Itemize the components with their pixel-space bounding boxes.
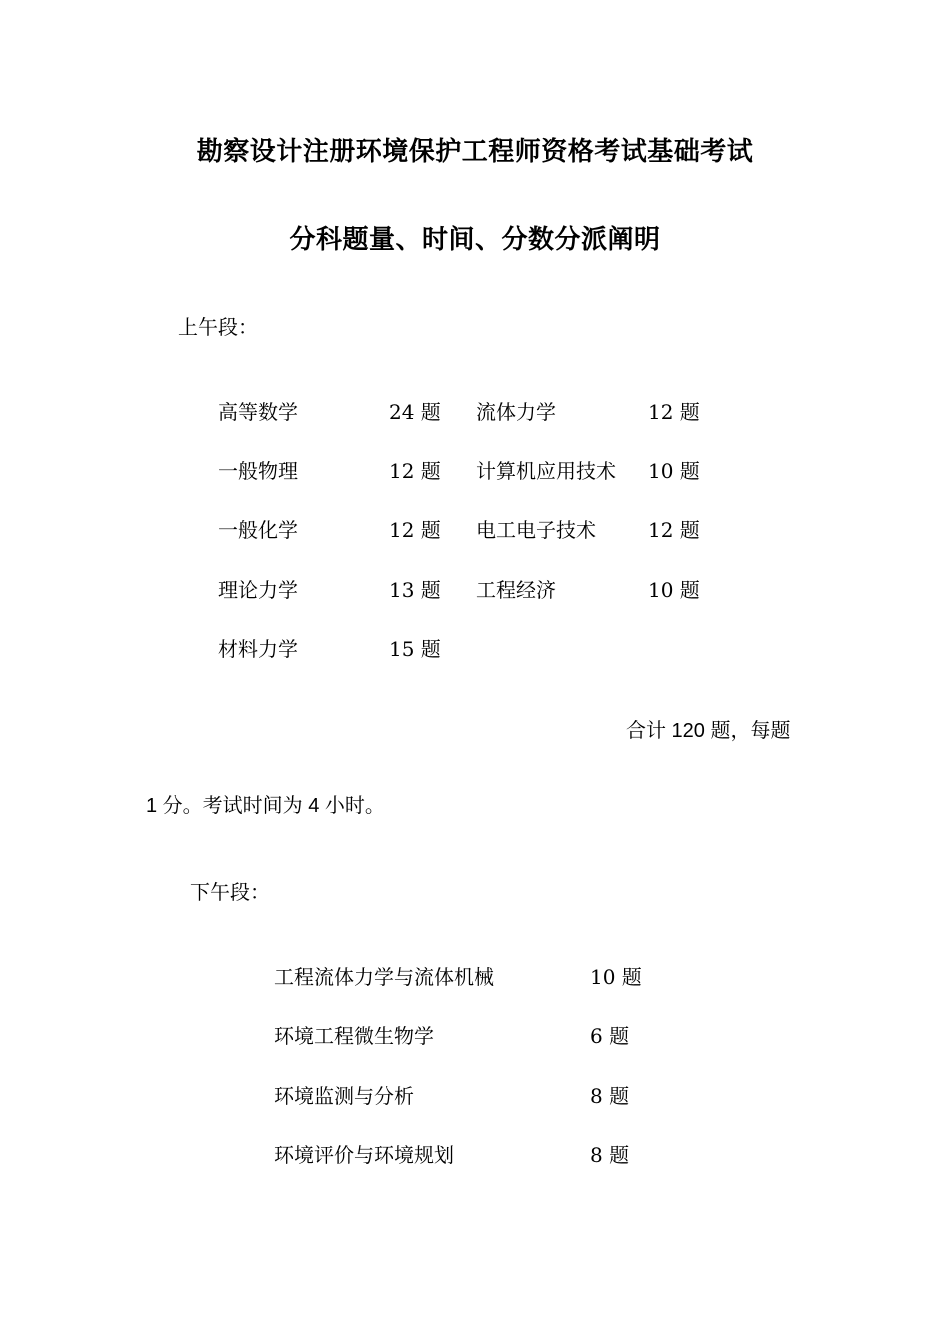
morning-right-count: 10 题 [648, 459, 700, 483]
afternoon-count: 8 题 [590, 1143, 630, 1167]
morning-right-subject: 工程经济 [476, 578, 556, 602]
morning-right-subject: 电工电子技术 [476, 518, 596, 542]
morning-left-count: 12 题 [389, 518, 441, 542]
morning-left-subject: 一般化学 [218, 518, 298, 542]
afternoon-count: 6 题 [590, 1024, 630, 1048]
afternoon-section-label: 下午段： [190, 880, 270, 904]
morning-left-count: 13 题 [389, 578, 441, 602]
afternoon-count: 10 题 [590, 965, 642, 989]
morning-total-text-continued: 1 分。考试时间为 4 小时。 [146, 795, 385, 817]
morning-left-count: 12 题 [389, 459, 441, 483]
afternoon-subject: 工程流体力学与流体机械 [274, 965, 494, 989]
morning-right-count: 12 题 [648, 518, 700, 542]
morning-right-subject: 流体力学 [476, 400, 556, 424]
afternoon-count: 8 题 [590, 1084, 630, 1108]
document-title-line-2: 分科题量、时间、分数分派阐明 [289, 225, 661, 255]
morning-left-subject: 材料力学 [218, 637, 298, 661]
morning-left-subject: 一般物理 [218, 459, 298, 483]
morning-left-subject: 高等数学 [218, 400, 298, 424]
afternoon-subject: 环境评价与环境规划 [274, 1143, 454, 1167]
morning-right-count: 10 题 [648, 578, 700, 602]
morning-left-count: 24 题 [389, 400, 441, 424]
document-title-line-1: 勘察设计注册环境保护工程师资格考试基础考试 [196, 137, 754, 167]
morning-left-count: 15 题 [389, 637, 441, 661]
morning-right-subject: 计算机应用技术 [476, 459, 616, 483]
afternoon-subject: 环境工程微生物学 [274, 1024, 434, 1048]
morning-total-text: 合计 120 题，每题 [626, 720, 791, 742]
morning-right-count: 12 题 [648, 400, 700, 424]
morning-section-label: 上午段： [178, 315, 258, 339]
morning-left-subject: 理论力学 [218, 578, 298, 602]
afternoon-subject: 环境监测与分析 [274, 1084, 414, 1108]
